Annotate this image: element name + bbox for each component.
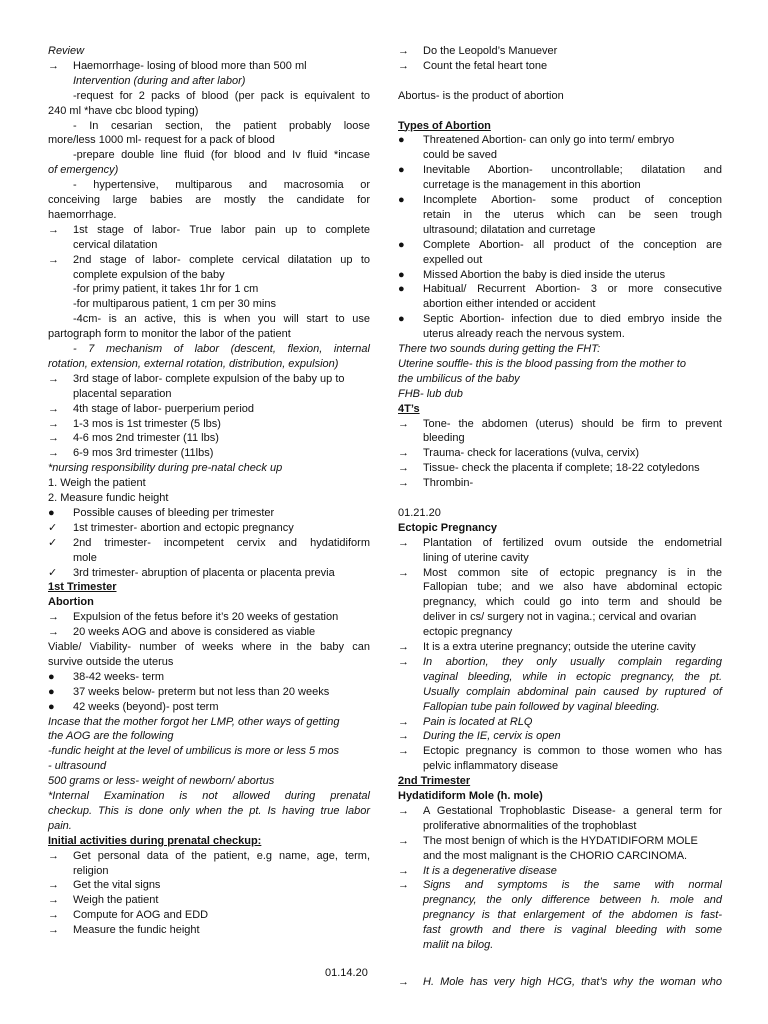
bullet-marker: → — [398, 834, 409, 847]
bullet-marker: ✓ — [48, 521, 58, 534]
bullet-marker: → — [398, 879, 409, 892]
bullet-marker: → — [48, 417, 59, 430]
text-line: - hypertensive, multiparous and macrosomia or — [73, 179, 370, 192]
bullet-marker: → — [398, 804, 409, 817]
text-line: Hydatidiform Mole (h. mole) — [398, 790, 543, 802]
text-line: deliver in cs/ surgery not in vagina.; cervical and ovarian — [423, 611, 697, 624]
bullet-marker: → — [48, 432, 59, 445]
text-line: pain. — [48, 819, 72, 832]
bullet-marker: → — [48, 849, 59, 862]
text-line: haemorrhage. — [48, 208, 117, 221]
text-line: lining of uterine cavity — [423, 551, 529, 564]
text-line: the AOG are the following — [48, 730, 174, 743]
bullet-marker: ● — [48, 700, 55, 713]
text-line: *Internal Examination is not allowed during prenatal — [48, 790, 370, 802]
text-line: 1st Trimester — [48, 581, 117, 594]
bullet-marker: → — [48, 924, 59, 937]
text-line: 500 grams or less- weight of newborn/ abortus — [48, 775, 275, 788]
text-line: Viable/ Viability- number of weeks where in the baby can — [48, 641, 370, 653]
bullet-marker: → — [398, 715, 409, 728]
text-line: of emergency) — [48, 164, 119, 177]
bullet-marker: ● — [398, 194, 405, 206]
bullet-marker: → — [48, 223, 59, 236]
text-line: could be saved — [423, 149, 497, 162]
text-line: Review — [48, 45, 85, 57]
text-line: and the most malignant is the CHORIO CARCINOMA. — [423, 849, 688, 862]
bullet-marker: ✓ — [48, 566, 58, 579]
bullet-marker: → — [398, 864, 409, 877]
text-line: Fallopian tube pain followed by vaginal bleeding. — [423, 700, 660, 713]
text-line: Abortus- is the product of abortion — [398, 89, 564, 102]
bullet-marker: → — [48, 626, 59, 639]
text-line: conceiving large babies are mostly the candidate for — [48, 194, 370, 206]
text-line: 1. Weigh the patient — [48, 477, 146, 490]
bullet-marker: → — [398, 730, 409, 743]
text-line: more/less 1000 ml- request for a pack of blood — [48, 134, 275, 147]
text-line: bleeding — [423, 432, 465, 445]
text-line: Initial activities during prenatal checkup: — [48, 834, 262, 847]
text-line: - In cesarian section, the patient probably loose — [73, 119, 370, 132]
bullet-marker: → — [48, 894, 59, 907]
bullet-marker: → — [398, 655, 409, 668]
text-line: religion — [73, 864, 109, 877]
page-date-footer: 01.14.20 — [325, 967, 368, 979]
text-line: rotation, extension, external rotation, distribution, expulsion) — [48, 357, 339, 370]
bullet-marker: → — [398, 462, 409, 475]
bullet-marker: → — [398, 566, 409, 579]
text-line: Usually complain abdominal pain caused by ruptured of — [423, 685, 722, 698]
text-line: expelled out — [423, 253, 483, 266]
text-line: abortion either intended or accident — [423, 298, 596, 311]
bullet-marker: → — [48, 611, 59, 624]
text-line: -for multiparous patient, 1 cm per 30 mins — [73, 298, 276, 311]
text-line: placental separation — [73, 387, 172, 400]
text-line: complete expulsion of the baby — [73, 268, 225, 281]
text-line: curretage is the management in this abortion — [423, 179, 641, 192]
text-line: -for primy patient, it takes 1hr for 1 cm — [73, 283, 259, 296]
bullet-marker: ● — [398, 238, 405, 251]
bullet-marker: → — [398, 477, 409, 490]
text-line: fast growth and there is vaginal bleeding with some — [423, 924, 722, 937]
bullet-marker: ● — [398, 134, 405, 147]
bullet-marker: → — [48, 253, 59, 266]
bullet-marker: → — [48, 372, 59, 385]
bullet-marker: → — [48, 909, 59, 922]
text-line: proliferative abnormalities of the trophoblast — [423, 819, 637, 832]
text-line: Incase that the mother forgot her LMP, other ways of getting — [48, 715, 340, 728]
bullet-marker: ● — [398, 283, 405, 296]
text-line: pelvic inflammatory disease — [423, 760, 559, 773]
text-line: FHB- lub dub — [398, 387, 463, 400]
text-line: the umbilicus of the baby — [398, 372, 520, 385]
text-line: -fundic height at the level of umbilicus is more or less 5 mos — [48, 745, 340, 758]
text-line: -prepare double line fluid (for blood and Iv fluid *incase — [73, 149, 370, 162]
text-line: maliit na bilog. — [423, 939, 494, 951]
text-line: Intervention (during and after labor) — [73, 74, 246, 87]
bullet-marker: → — [48, 447, 59, 460]
text-line: cervical dilatation — [73, 238, 158, 251]
text-line: - 7 mechanism of labor (descent, flexion, internal — [73, 343, 370, 355]
text-line: survive outside the uterus — [48, 655, 174, 668]
bullet-marker: ✓ — [48, 536, 58, 549]
bullet-marker: ● — [398, 313, 405, 326]
bullet-marker: → — [398, 45, 409, 57]
bullet-marker: → — [398, 59, 409, 72]
bullet-marker: → — [398, 975, 409, 988]
text-line: *nursing responsibility during pre-natal check up — [48, 462, 283, 475]
text-line: checkup. This is done only when the pt. Is having true labor — [48, 804, 370, 817]
text-line: Abortion — [48, 596, 94, 609]
text-line: 01.21.20 — [398, 506, 441, 519]
bullet-marker: → — [398, 447, 409, 460]
text-line: 2. Measure fundic height — [48, 492, 169, 504]
text-line: 4T’s — [398, 402, 420, 415]
bullet-marker: ● — [48, 670, 55, 683]
text-line: partograph form to monitor the labor of the patient — [48, 328, 291, 341]
text-line: pregnancy, which could go into term and should be — [423, 596, 722, 609]
text-line: pregnancy, the only difference between h. mole and — [423, 894, 722, 907]
bullet-marker: → — [398, 536, 409, 549]
bullet-marker: → — [48, 879, 59, 892]
text-line: vaginal bleeding, while in ectopic pregnancy, the pt. — [423, 670, 722, 683]
bullet-marker: ● — [48, 685, 55, 698]
bullet-marker: → — [48, 59, 59, 72]
text-line: - ultrasound — [48, 760, 107, 773]
bullet-marker: ● — [398, 164, 405, 177]
text-line: -request for 2 packs of blood (per pack is equivalent to — [73, 89, 370, 102]
bullet-marker: → — [398, 417, 409, 430]
text-line: mole — [73, 551, 97, 564]
bullet-marker: → — [398, 641, 409, 653]
text-line: ultrasound; dilatation and curretage — [423, 223, 596, 236]
bullet-marker: → — [398, 745, 409, 758]
text-line: 240 ml *have cbc blood typing) — [48, 104, 199, 117]
text-line: Fallopian tube; and we also have abdominal ectopic — [423, 581, 722, 594]
text-line: Uterine souffle- this is the blood passing from the mother to — [398, 357, 686, 370]
bullet-marker: ● — [48, 506, 55, 519]
text-line: retain in the uterus which can be seen trough — [423, 208, 722, 221]
text-line: pregnancy is that enlargement of the abdomen is fast- — [423, 909, 722, 922]
text-line: 2nd Trimester — [398, 775, 471, 788]
bullet-marker: → — [48, 402, 59, 415]
text-line: Types of Abortion — [398, 119, 491, 132]
text-line: ectopic pregnancy — [423, 626, 513, 639]
text-line: There two sounds during getting the FHT: — [398, 343, 601, 355]
text-line: Ectopic Pregnancy — [398, 521, 498, 534]
text-line: uterus already reach the nervous system. — [423, 328, 625, 341]
bullet-marker: ● — [398, 268, 405, 281]
text-line: -4cm- is an active, this is when you will start to use — [73, 313, 370, 326]
